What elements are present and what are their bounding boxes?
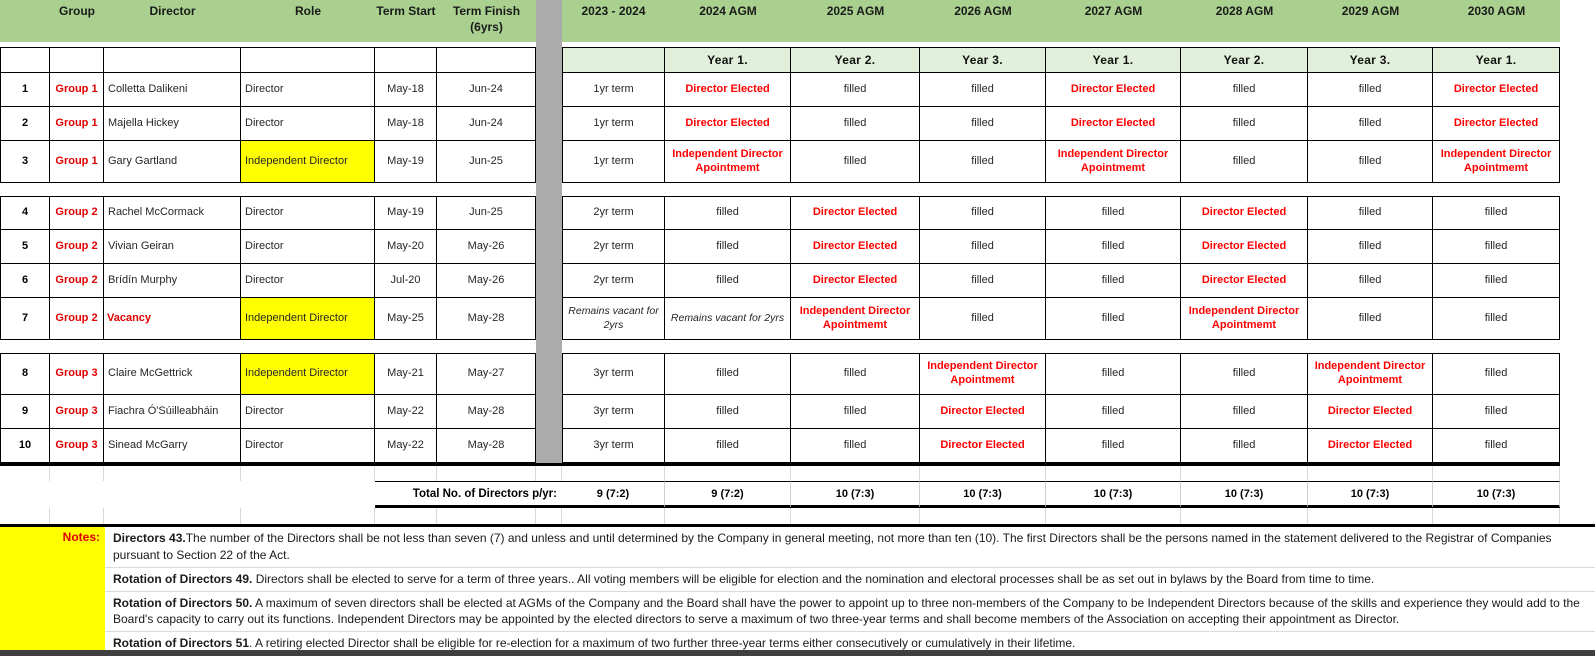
term-start-cell[interactable]: May-20 — [375, 230, 437, 264]
schedule-cell[interactable]: Director Elected — [665, 107, 791, 141]
row-number-cell[interactable]: 3 — [0, 141, 50, 183]
gap-cell — [1308, 183, 1433, 196]
row-number-cell[interactable]: 9 — [0, 395, 50, 429]
director-name-cell[interactable]: Rachel McCormack — [104, 196, 241, 230]
role-cell[interactable]: Independent Director — [241, 353, 375, 395]
schedule-cell[interactable]: Director Elected — [665, 73, 791, 107]
schedule-cell[interactable]: filled — [1046, 395, 1181, 429]
col-header-term-finish[interactable]: Term Finish (6yrs) — [437, 0, 536, 42]
totals-label[interactable]: Total No. of Directors p/yr: — [375, 481, 562, 509]
director-group-3 — [0, 353, 1560, 463]
schedule-cell[interactable]: filled — [1046, 429, 1181, 463]
schedule-cell[interactable]: filled — [1046, 230, 1181, 264]
year-header-cell[interactable]: Year 2. — [1181, 47, 1308, 73]
term-finish-cell[interactable]: May-26 — [437, 230, 536, 264]
term-start-cell[interactable]: May-22 — [375, 429, 437, 463]
schedule-cell[interactable]: filled — [1308, 264, 1433, 298]
schedule-cell[interactable]: Independent Director Apointmemt — [791, 298, 920, 340]
note-lead: Rotation of Directors 50. — [113, 596, 253, 611]
col-header-rownum[interactable] — [0, 0, 50, 42]
schedule-cell[interactable]: Director Elected — [920, 395, 1046, 429]
schedule-cell[interactable]: filled — [1046, 298, 1181, 340]
schedule-cell[interactable]: filled — [920, 264, 1046, 298]
year-header-cell[interactable]: Year 1. — [665, 47, 791, 73]
year-header-cell[interactable]: Year 1. — [1433, 47, 1560, 73]
schedule-cell[interactable]: 2yr term — [562, 196, 665, 230]
schedule-cell[interactable]: filled — [791, 107, 920, 141]
schedule-cell[interactable]: Independent Director Apointmemt — [1433, 141, 1560, 183]
schedule-cell[interactable]: filled — [1433, 264, 1560, 298]
schedule-cell[interactable]: filled — [1433, 429, 1560, 463]
director-name-cell[interactable]: Vacancy — [104, 298, 241, 340]
col-header-role[interactable]: Role — [241, 0, 375, 42]
totals-row — [0, 481, 1560, 509]
term-finish-cell[interactable]: May-26 — [437, 264, 536, 298]
schedule-cell[interactable]: 2yr term — [562, 264, 665, 298]
schedule-cell[interactable]: filled — [1046, 264, 1181, 298]
gap-cell — [437, 340, 536, 353]
totals-blank — [0, 481, 375, 509]
subheader-cell[interactable] — [50, 47, 104, 73]
year-header-cell[interactable]: Year 3. — [920, 47, 1046, 73]
schedule-cell[interactable]: 3yr term — [562, 353, 665, 395]
gap-cell — [1046, 340, 1181, 353]
schedule-cell[interactable]: Independent Director Apointmemt — [920, 353, 1046, 395]
schedule-cell[interactable]: filled — [665, 230, 791, 264]
role-cell[interactable]: Director — [241, 73, 375, 107]
table-header-row — [0, 0, 1560, 42]
gap-cell — [1433, 183, 1560, 196]
group-cell[interactable]: Group 3 — [50, 429, 104, 463]
col-header-2028-agm[interactable]: 2028 AGM — [1181, 0, 1308, 42]
row-number-cell[interactable]: 6 — [0, 264, 50, 298]
col-header-2025-agm[interactable]: 2025 AGM — [791, 0, 920, 42]
schedule-cell[interactable]: filled — [791, 141, 920, 183]
term-finish-cell[interactable]: May-28 — [437, 429, 536, 463]
schedule-cell[interactable]: 3yr term — [562, 429, 665, 463]
term-start-cell[interactable]: May-18 — [375, 73, 437, 107]
director-group-1 — [0, 73, 1560, 183]
gap-cell — [1046, 183, 1181, 196]
schedule-cell[interactable]: Independent Director Apointmemt — [1046, 141, 1181, 183]
term-finish-cell[interactable]: Jun-24 — [437, 107, 536, 141]
schedule-cell[interactable]: Director Elected — [1433, 73, 1560, 107]
subheader-cell[interactable] — [0, 47, 50, 73]
director-rows-area — [0, 73, 1595, 463]
col-header-2024-agm[interactable]: 2024 AGM — [665, 0, 791, 42]
schedule-cell[interactable]: filled — [920, 73, 1046, 107]
schedule-cell[interactable]: filled — [791, 429, 920, 463]
schedule-cell[interactable]: Director Elected — [1433, 107, 1560, 141]
col-header-2027-agm[interactable]: 2027 AGM — [1046, 0, 1181, 42]
schedule-cell[interactable]: filled — [1308, 141, 1433, 183]
group-cell[interactable]: Group 2 — [50, 196, 104, 230]
group-gap-row — [0, 183, 1560, 196]
schedule-cell[interactable]: filled — [920, 298, 1046, 340]
col-header-2029-agm[interactable]: 2029 AGM — [1308, 0, 1433, 42]
year-header-cell[interactable]: Year 3. — [1308, 47, 1433, 73]
separator-column — [536, 429, 562, 463]
totals-value-cell[interactable]: 10 (7:3) — [1433, 481, 1560, 509]
separator-column — [536, 141, 562, 183]
gap-cell — [1308, 340, 1433, 353]
term-start-cell[interactable]: May-22 — [375, 395, 437, 429]
role-cell[interactable]: Director — [241, 395, 375, 429]
separator-column — [536, 353, 562, 395]
subheader-cell[interactable] — [437, 47, 536, 73]
schedule-cell[interactable]: Independent Director Apointmemt — [1181, 298, 1308, 340]
note-text: A maximum of seven directors shall be elected at AGMs of the Company and the Board shall have the power to appoint up to three non-members of the Company to be Independent Directors because of the skills and experience they would add to the Board's capacity to carry out its functions. Independent Directors may be appointed by the elected directors to serve a maximum of two three-year terms and shall become members of the Association on accepting their appointment as Director. — [113, 596, 1580, 627]
note-rotation-49[interactable] — [105, 568, 1595, 592]
schedule-cell[interactable]: filled — [665, 353, 791, 395]
gap-cell — [50, 340, 104, 353]
gap-cell — [1181, 183, 1308, 196]
col-header-2030-agm[interactable]: 2030 AGM — [1433, 0, 1560, 42]
schedule-cell[interactable]: filled — [791, 353, 920, 395]
group-cell[interactable]: Group 2 — [50, 230, 104, 264]
gap-cell — [791, 340, 920, 353]
group-gap-row — [0, 340, 1560, 353]
schedule-cell[interactable]: filled — [1308, 196, 1433, 230]
gap-cell — [50, 183, 104, 196]
separator-column — [536, 0, 562, 42]
schedule-cell[interactable]: 2yr term — [562, 230, 665, 264]
notes-label[interactable]: Notes: — [0, 527, 105, 650]
director-name-cell[interactable]: Brídín Murphy — [104, 264, 241, 298]
schedule-cell[interactable]: 1yr term — [562, 141, 665, 183]
schedule-cell[interactable]: Director Elected — [920, 429, 1046, 463]
totals-value-cell[interactable]: 9 (7:2) — [665, 481, 791, 509]
gap-cell — [665, 340, 791, 353]
role-cell[interactable]: Director — [241, 196, 375, 230]
separator-column — [536, 107, 562, 141]
term-start-cell[interactable]: May-19 — [375, 141, 437, 183]
schedule-cell[interactable]: filled — [920, 141, 1046, 183]
col-header-director[interactable]: Director — [104, 0, 241, 42]
role-cell[interactable]: Director — [241, 107, 375, 141]
director-name-cell[interactable]: Colletta Dalikeni — [104, 73, 241, 107]
term-start-cell[interactable]: May-21 — [375, 353, 437, 395]
group-cell[interactable]: Group 1 — [50, 107, 104, 141]
schedule-cell[interactable]: Director Elected — [791, 230, 920, 264]
year-header-cell[interactable]: Year 2. — [791, 47, 920, 73]
schedule-cell[interactable]: filled — [1433, 196, 1560, 230]
schedule-cell[interactable]: Director Elected — [1308, 395, 1433, 429]
spacer-row — [0, 466, 1560, 481]
note-directors-43[interactable] — [105, 527, 1595, 567]
schedule-cell[interactable]: Director Elected — [1181, 230, 1308, 264]
separator-column — [536, 298, 562, 340]
schedule-cell[interactable]: filled — [1308, 107, 1433, 141]
gap-cell — [375, 340, 437, 353]
schedule-cell[interactable]: filled — [1181, 353, 1308, 395]
window-bottom-bar — [0, 650, 1595, 656]
term-start-cell[interactable]: Jul-20 — [375, 264, 437, 298]
term-finish-cell[interactable]: May-28 — [437, 298, 536, 340]
term-start-cell[interactable]: May-19 — [375, 196, 437, 230]
director-group-2 — [0, 196, 1560, 340]
row-number-cell[interactable]: 10 — [0, 429, 50, 463]
gap-cell — [665, 183, 791, 196]
schedule-cell[interactable]: filled — [1181, 107, 1308, 141]
schedule-cell[interactable]: Director Elected — [1046, 107, 1181, 141]
note-lead: Rotation of Directors 49. — [113, 571, 253, 586]
director-name-cell[interactable]: Claire McGettrick — [104, 353, 241, 395]
subheader-cell[interactable] — [241, 47, 375, 73]
separator-column — [536, 264, 562, 298]
group-cell[interactable]: Group 2 — [50, 298, 104, 340]
group-cell[interactable]: Group 3 — [50, 395, 104, 429]
separator-column — [536, 47, 562, 73]
role-cell[interactable]: Director — [241, 264, 375, 298]
gap-cell — [920, 340, 1046, 353]
totals-value-cell[interactable]: 10 (7:3) — [1308, 481, 1433, 509]
note-text: Directors shall be elected to serve for a term of three years.. All voting members will be eligible for election and the nomination and electoral processes shall be as set out in bylaws by the Board from time to time. — [252, 571, 1375, 586]
term-finish-cell[interactable]: May-28 — [437, 395, 536, 429]
schedule-cell[interactable]: 1yr term — [562, 73, 665, 107]
schedule-cell[interactable]: filled — [665, 264, 791, 298]
col-header-term-start[interactable]: Term Start — [375, 0, 437, 42]
schedule-cell[interactable]: Director Elected — [791, 196, 920, 230]
schedule-cell[interactable]: filled — [791, 73, 920, 107]
col-header-2023-2024[interactable]: 2023 - 2024 — [562, 0, 665, 42]
term-finish-cell[interactable]: Jun-25 — [437, 141, 536, 183]
term-finish-cell[interactable]: May-27 — [437, 353, 536, 395]
schedule-cell[interactable]: filled — [665, 395, 791, 429]
notes-body — [105, 527, 1595, 650]
schedule-cell[interactable]: filled — [665, 429, 791, 463]
group-cell[interactable]: Group 1 — [50, 141, 104, 183]
schedule-cell[interactable]: 3yr term — [562, 395, 665, 429]
totals-value-cell[interactable]: 10 (7:3) — [920, 481, 1046, 509]
row-number-cell[interactable]: 7 — [0, 298, 50, 340]
schedule-cell[interactable]: filled — [1308, 230, 1433, 264]
schedule-cell[interactable]: filled — [920, 107, 1046, 141]
schedule-cell[interactable]: filled — [1181, 395, 1308, 429]
role-cell[interactable]: Director — [241, 230, 375, 264]
gap-cell — [920, 183, 1046, 196]
separator-column — [536, 395, 562, 429]
row-number-cell[interactable]: 8 — [0, 353, 50, 395]
gap-cell — [791, 183, 920, 196]
director-name-cell[interactable]: Majella Hickey — [104, 107, 241, 141]
subheader-cell[interactable] — [104, 47, 241, 73]
schedule-cell[interactable]: filled — [1433, 353, 1560, 395]
role-cell[interactable]: Independent Director — [241, 298, 375, 340]
schedule-cell[interactable]: Director Elected — [1046, 73, 1181, 107]
schedule-cell[interactable]: filled — [920, 196, 1046, 230]
schedule-cell[interactable]: filled — [1433, 230, 1560, 264]
totals-value-cell[interactable]: 10 (7:3) — [1046, 481, 1181, 509]
schedule-cell[interactable]: filled — [1308, 298, 1433, 340]
schedule-cell[interactable]: filled — [1308, 73, 1433, 107]
gap-cell — [241, 340, 375, 353]
year-header-cell[interactable]: Year 1. — [1046, 47, 1181, 73]
schedule-cell[interactable]: filled — [665, 196, 791, 230]
spacer-row — [0, 508, 1560, 524]
schedule-cell[interactable]: filled — [1433, 395, 1560, 429]
subheader-cell[interactable] — [375, 47, 437, 73]
row-number-cell[interactable]: 1 — [0, 73, 50, 107]
year-subheader-row — [0, 47, 1560, 73]
role-cell[interactable]: Director — [241, 429, 375, 463]
gap-cell — [1181, 340, 1308, 353]
schedule-cell[interactable]: Director Elected — [1181, 196, 1308, 230]
totals-value-cell[interactable]: 9 (7:2) — [562, 481, 665, 509]
gap-cell — [562, 340, 665, 353]
gap-cell — [375, 183, 437, 196]
separator-column — [536, 183, 562, 196]
row-number-cell[interactable]: 2 — [0, 107, 50, 141]
notes-section — [0, 524, 1595, 650]
director-name-cell[interactable]: Vivian Geiran — [104, 230, 241, 264]
director-name-cell[interactable]: Gary Gartland — [104, 141, 241, 183]
schedule-cell[interactable]: Independent Director Apointmemt — [1308, 353, 1433, 395]
gap-cell — [562, 183, 665, 196]
row-number-cell[interactable]: 4 — [0, 196, 50, 230]
note-rotation-50[interactable] — [105, 592, 1595, 632]
schedule-cell[interactable]: filled — [1046, 196, 1181, 230]
totals-value-cell[interactable]: 10 (7:3) — [1181, 481, 1308, 509]
col-header-group[interactable]: Group — [50, 0, 104, 42]
separator-column — [536, 73, 562, 107]
schedule-cell[interactable]: Remains vacant for 2yrs — [562, 298, 665, 340]
gap-cell — [104, 340, 241, 353]
term-start-cell[interactable]: May-25 — [375, 298, 437, 340]
role-cell[interactable]: Independent Director — [241, 141, 375, 183]
gap-cell — [241, 183, 375, 196]
col-header-2026-agm[interactable]: 2026 AGM — [920, 0, 1046, 42]
gap-cell — [0, 183, 50, 196]
group-cell[interactable]: Group 1 — [50, 73, 104, 107]
schedule-cell[interactable]: Remains vacant for 2yrs — [665, 298, 791, 340]
separator-column — [536, 196, 562, 230]
term-finish-cell[interactable]: Jun-24 — [437, 73, 536, 107]
schedule-cell[interactable]: Director Elected — [791, 264, 920, 298]
schedule-cell[interactable]: filled — [1181, 429, 1308, 463]
gap-cell — [104, 183, 241, 196]
schedule-cell[interactable]: Director Elected — [1181, 264, 1308, 298]
year-header-cell[interactable] — [562, 47, 665, 73]
note-text: . A retiring elected Director shall be eligible for re-election for a maximum of two further three-year terms either consecutively or cumulatively in their lifetime. — [249, 636, 1076, 651]
director-name-cell[interactable]: Fiachra Ó'Súilleabháin — [104, 395, 241, 429]
note-lead: Rotation of Directors 51 — [113, 636, 250, 651]
totals-value-cell[interactable]: 10 (7:3) — [791, 481, 920, 509]
schedule-cell[interactable]: filled — [1046, 353, 1181, 395]
term-start-cell[interactable]: May-18 — [375, 107, 437, 141]
group-cell[interactable]: Group 3 — [50, 353, 104, 395]
row-number-cell[interactable]: 5 — [0, 230, 50, 264]
schedule-cell[interactable]: filled — [920, 230, 1046, 264]
director-name-cell[interactable]: Sinead McGarry — [104, 429, 241, 463]
group-cell[interactable]: Group 2 — [50, 264, 104, 298]
schedule-cell[interactable]: 1yr term — [562, 107, 665, 141]
schedule-cell[interactable]: filled — [1181, 141, 1308, 183]
schedule-cell[interactable]: filled — [791, 395, 920, 429]
gap-cell — [437, 183, 536, 196]
schedule-cell[interactable]: Independent Director Apointmemt — [665, 141, 791, 183]
schedule-cell[interactable]: filled — [1181, 73, 1308, 107]
gap-cell — [1433, 340, 1560, 353]
separator-column — [536, 340, 562, 353]
note-lead: Directors 43. — [113, 531, 186, 546]
schedule-cell[interactable]: Director Elected — [1308, 429, 1433, 463]
separator-column — [536, 230, 562, 264]
gap-cell — [0, 340, 50, 353]
term-finish-cell[interactable]: Jun-25 — [437, 196, 536, 230]
schedule-cell[interactable]: filled — [1433, 298, 1560, 340]
note-text: The number of the Directors shall be not less than seven (7) and unless and until determined by the Company in general meeting, not more than ten (10). The first Directors shall be the persons named in the statement delivered to the Registrar of Companies pursuant to Section 22 of the Act. — [113, 531, 1552, 562]
